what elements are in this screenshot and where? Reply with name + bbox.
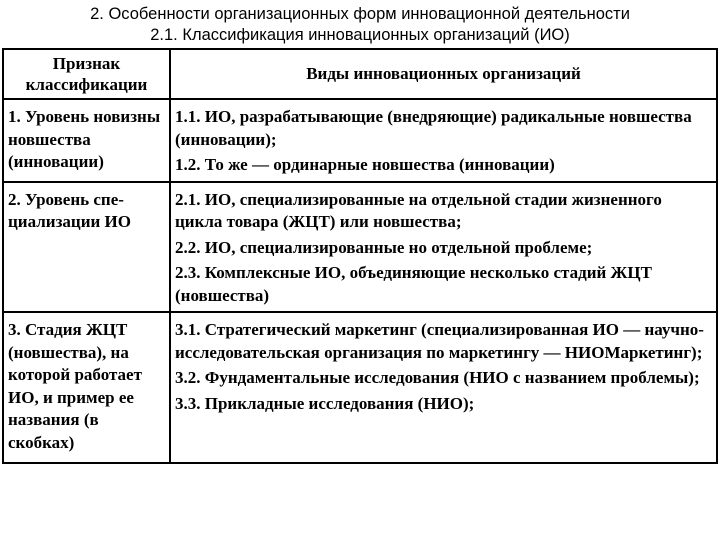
row-criterion: 3. Стадия ЖЦТ (новшества), на которой работает ИО, и пример ее названия (в скобках) — [3, 312, 170, 463]
row-criterion: 1. Уровень новизны новшества (инновации) — [3, 99, 170, 182]
list-item: 3.2. Фундаментальные исследования (НИО с названием проблемы); — [175, 368, 700, 387]
row-criterion: 2. Уровень спе-циализации ИО — [3, 182, 170, 313]
list-item: 1.1. ИО, разрабатывающие (внедряющие) радикальные новшества (инновации); — [175, 107, 692, 149]
header-criterion — [3, 49, 170, 99]
header-criterion-line-2: классификации — [25, 75, 148, 94]
list-item: 2.1. ИО, специализированные на отдельной стадии жизненного цикла товара (ЖЦТ) или новшества; — [175, 189, 662, 231]
list-item: 1.2. То же — ординарные новшества (инновации) — [175, 155, 555, 174]
table-row — [3, 312, 717, 463]
table-header-row — [3, 49, 717, 99]
header-criterion-line-1: Признак — [52, 54, 121, 73]
list-item: 3.1. Стратегический маркетинг (специализированная ИО — научно-исследовательская организация по маркетингу — НИОМаркетинг); — [175, 320, 704, 362]
list-item: 2.3. Комплексные ИО, объединяющие несколько стадий ЖЦТ (новшества) — [175, 263, 652, 305]
title-line-2: 2.1. Классификация инновационных организаций (ИО) — [150, 26, 570, 44]
list-item: 3.3. Прикладные исследования (НИО); — [175, 393, 475, 413]
table-row — [3, 99, 717, 182]
title-line-1: 2. Особенности организационных форм инновационной деятельности — [90, 5, 630, 23]
header-types: Виды инновационных организаций — [170, 49, 717, 99]
row-types — [170, 312, 717, 463]
table-row — [3, 182, 717, 313]
classification-table — [2, 48, 718, 464]
row-types — [170, 99, 717, 182]
slide-title — [0, 4, 720, 46]
row-types — [170, 182, 717, 313]
list-item: 2.2. ИО, специализированные но отдельной проблеме; — [175, 237, 593, 257]
